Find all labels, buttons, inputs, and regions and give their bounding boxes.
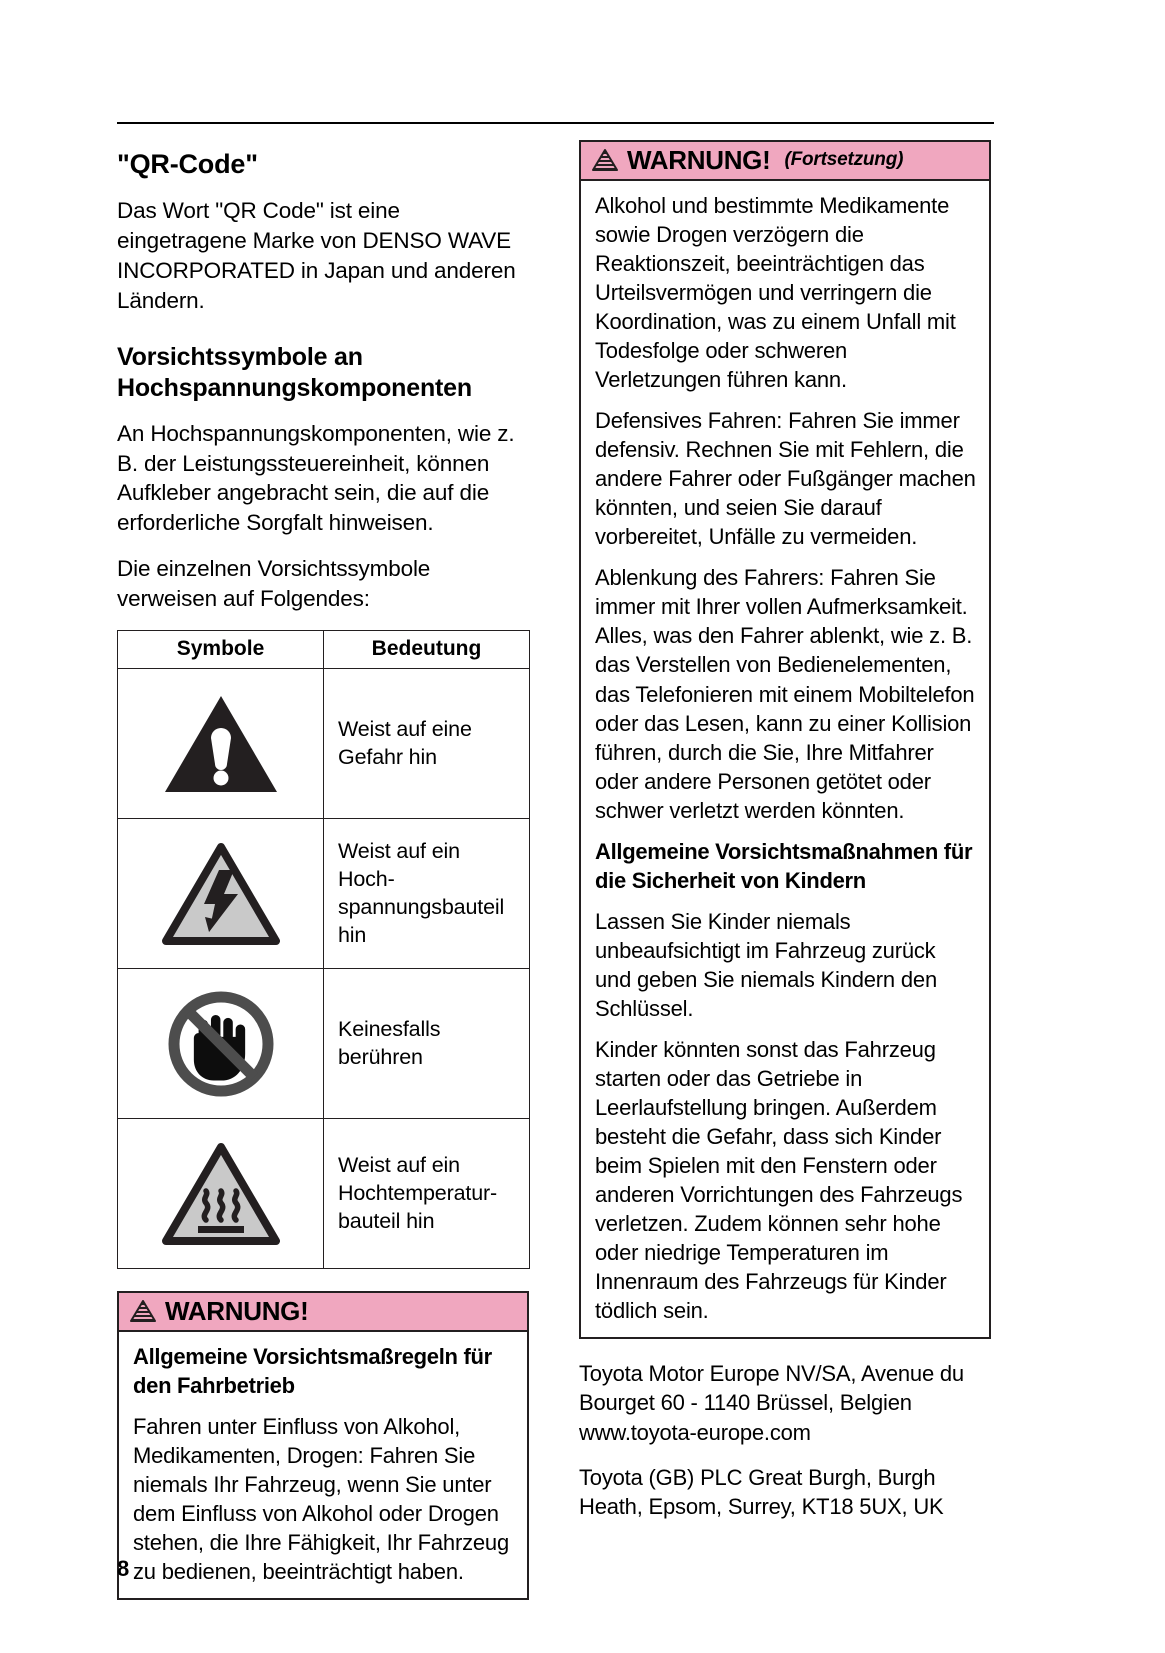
warning-continuation-label: (Fortsetzung) [784,149,904,170]
heading-vorsichtssymbole: Vorsichtssymbole an Hochspannungskomponenten [117,343,472,403]
warning-paragraph: Ablenkung des Fahrers: Fahren Sie immer mit Ihrer vollen Aufmerksamkeit. Alles, was den Fahrer ablenkt, wie z. B. das Verstellen von Bedienelementen, das Telefonieren mit einem Mobiltelefon oder das Lesen, kann zu einer Kollision führen, durch die Sie, Ihre Mitfahrer oder andere Personen getötet oder schwer verletzt werden könnten. [595,565,975,823]
table-row [118,819,530,969]
table-row [118,969,530,1119]
column-header-bedeutung: Bedeutung [324,631,530,669]
column-header-symbole: Symbole [118,631,324,669]
symbol-cell [118,1119,324,1269]
symbol-cell [118,969,324,1119]
paragraph-qr-trademark: Das Wort "QR Code" ist eine eingetragene Marke von DENSO WAVE INCORPORATED in Japan und anderen Ländern. [117,198,516,314]
warning-paragraph: Lassen Sie Kinder niemals unbeaufsichtigt im Fahrzeug zurück und geben Sie niemals Kindern den Schlüssel. [595,908,937,1021]
two-column-layout [0,140,1165,1600]
meaning-cell: Weist auf eine Gefahr hin [324,669,530,819]
warning-box-right [579,140,991,1339]
table-header-row [118,631,530,669]
header-rule [117,122,994,124]
table-row [118,1119,530,1269]
paragraph-hochspannung-2: Die einzelnen Vorsichtssymbole verweisen auf Folgendes: [117,556,431,612]
warning-triangle-exclamation-icon [118,692,323,796]
do-not-touch-icon [118,989,323,1099]
address-toyota-motor-europe: Toyota Motor Europe NV/SA, Avenue du Bourget 60 - 1140 Brüssel, Belgien www.toyota-europe.com [579,1361,964,1445]
page-number: 8 [117,1556,130,1581]
meaning-cell: Weist auf ein Hoch-spannungsbauteil hin [324,819,530,969]
symbol-meaning-table [117,630,530,1269]
warning-paragraph: Alkohol und bestimmte Medikamente sowie Drogen verzögern die Reaktionszeit, beeinträchtigen das Urteilsvermögen und verringern die Koordination, was zu einem Unfall mit Todesfolge oder schweren Verletzungen führen kann. [595,193,956,393]
page-title-qr-code: "QR-Code" [117,149,258,179]
publisher-addresses [579,1359,991,1521]
warning-box-header [119,1293,527,1332]
warning-box-header [581,142,989,181]
right-column [579,140,991,1600]
address-toyota-gb: Toyota (GB) PLC Great Burgh, Burgh Heath, Epsom, Surrey, KT18 5UX, UK [579,1464,944,1520]
warning-paragraph: Defensives Fahren: Fahren Sie immer defensiv. Rechnen Sie mit Fehlern, die andere Fahrer oder Fußgänger machen könnten, und seien Sie darauf vorbereitet, Unfälle zu vermeiden. [595,408,976,550]
warning-subtitle: Allgemeine Vorsichtsmaßregeln für den Fahrbetrieb [133,1344,492,1399]
warning-box-body [119,1332,527,1598]
warning-title: WARNUNG! [165,1296,309,1327]
symbol-cell [118,669,324,819]
warning-box-left [117,1291,529,1600]
warning-title: WARNUNG! [627,145,771,175]
warning-paragraph: Fahren unter Einfluss von Alkohol, Medikamenten, Drogen: Fahren Sie niemals Ihr Fahrzeug, wenn Sie unter dem Einfluss von Alkohol oder Drogen stehen, die Ihre Fähigkeit, Ihr Fahrzeug zu bedienen, beeinträchtigt haben. [133,1414,509,1585]
meaning-cell: Weist auf ein Hochtemperatur-bauteil hin [324,1119,530,1269]
hot-surface-triangle-icon [118,1142,323,1246]
warning-paragraph: Kinder könnten sonst das Fahrzeug starten oder das Getriebe in Leerlaufstellung bringen. Außerdem besteht die Gefahr, dass sich Kinder beim Spielen mit den Fenstern oder anderen Vorrichtungen des Fahrzeugs verletzen. Zudem können sehr hohe oder niedrige Temperaturen im Innenraum des Fahrzeugs für Kinder tödlich sein. [595,1036,963,1324]
paragraph-hochspannung-1: An Hochspannungskomponenten, wie z. B. der Leistungssteuereinheit, können Aufkleber angebracht sein, die auf die erforderliche Sorgfalt hinweisen. [117,420,515,536]
warning-subtitle: Allgemeine Vorsichtsmaßnahmen für die Sicherheit von Kindern [595,838,973,893]
warning-triangle-icon [591,148,619,172]
warning-box-body [581,181,989,1337]
table-row [118,669,530,819]
high-voltage-triangle-icon [118,842,323,946]
meaning-cell: Keinesfalls berühren [324,969,530,1119]
warning-triangle-icon [129,1299,157,1323]
left-column [117,140,529,1600]
symbol-cell [118,819,324,969]
